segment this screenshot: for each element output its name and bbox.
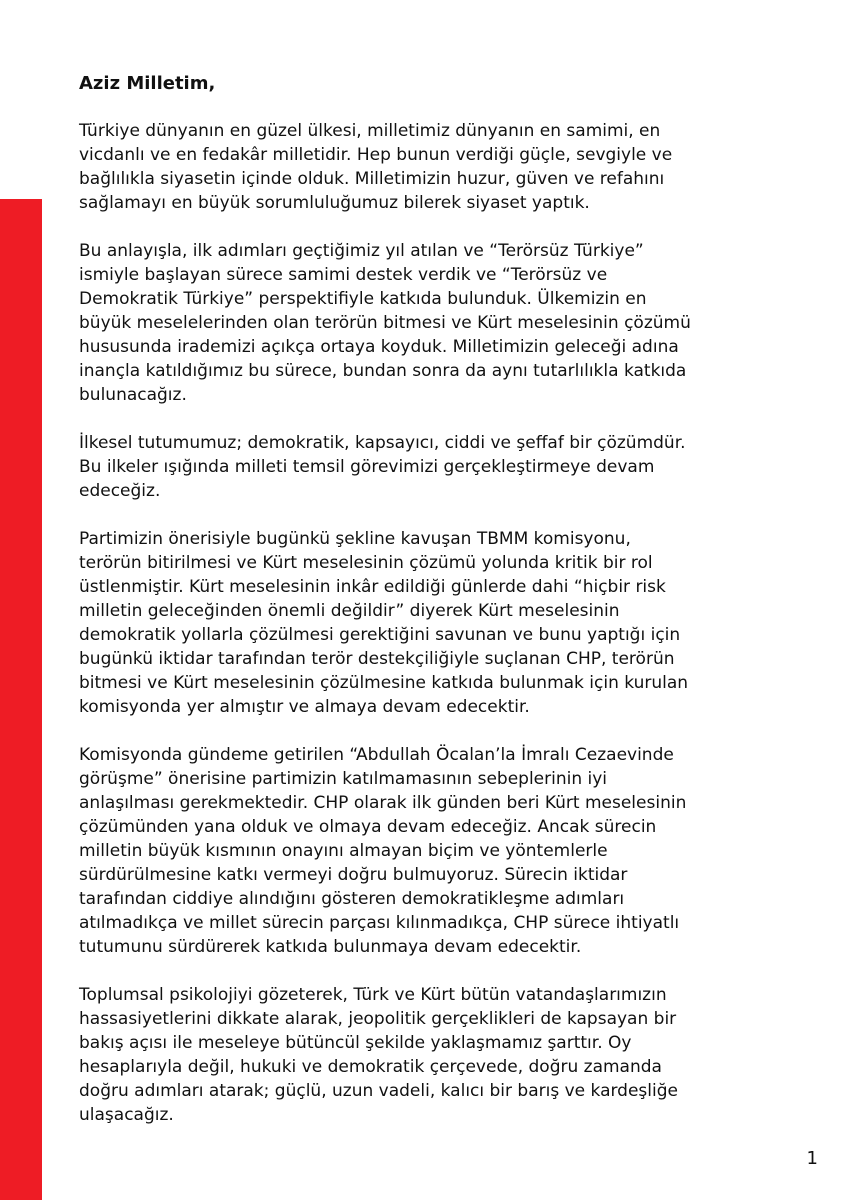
red-accent-bar <box>0 199 42 1200</box>
paragraph-4: Partimizin önerisiyle bugünkü şekline kavuşan TBMM komisyonu, terörün bitirilmesi ve Kürt meselesinin çözümü yolunda kritik bir rol üstlenmiştir. Kürt meselesinin inkâr edildiği günlerde dahi “hiçbir risk milletin geleceğinden önemli değildir” diyerek Kürt meselesinin demokratik yollarla çözülmesi gerektiğini savunan ve bunu yaptığı için bugünkü iktidar tarafından terör destekçiliğiyle suçlanan CHP, terörün bitmesi ve Kürt meselesinin çözülmesine katkıda bulunmak için kurulan komisyonda yer almıştır ve almaya devam edecektir. <box>79 529 689 717</box>
paragraph-6: Toplumsal psikolojiyi gözeterek, Türk ve Kürt bütün vatandaşlarımızın hassasiyetlerini dikkate alarak, jeopolitik gerçeklikleri de kapsayan bir bakış açısı ile meseleye bütüncül şekilde yaklaşmamız şarttır. Oy hesaplarıyla değil, hukuki ve demokratik çerçevede, doğru zamanda doğru adımları atarak; güçlü, uzun vadeli, kalıcı bir barış ve kardeşliğe ulaşacağız. <box>79 985 678 1125</box>
paragraph-1: Türkiye dünyanın en güzel ülkesi, milletimiz dünyanın en samimi, en vicdanlı ve en fedakâr milletidir. Hep bunun verdiği güçle, sevgiyle ve bağlılıkla siyasetin içinde olduk. Milletimizin huzur, güven ve refahını sağlamayı en büyük sorumluluğumuz bilerek siyaset yaptık. <box>79 121 673 213</box>
page-number: 1 <box>806 1148 818 1169</box>
letter-body <box>79 72 779 1151</box>
paragraph-3: İlkesel tutumumuz; demokratik, kapsayıcı, ciddi ve şeffaf bir çözümdür. Bu ilkeler ışığında milleti temsil görevimizi gerçekleştirmeye devam edeceğiz. <box>79 433 686 501</box>
paragraph-5: Komisyonda gündeme getirilen “Abdullah Öcalan’la İmralı Cezaevinde görüşme” önerisine partimizin katılmamasının sebeplerinin iyi anlaşılması gerekmektedir. CHP olarak ilk günden beri Kürt meselesinin çözümünden yana olduk ve olmaya devam edeceğiz. Ancak sürecin milletin büyük kısmının onayını almayan biçim ve yöntemlerle sürdürülmesine katkı vermeyi doğru bulmuyoruz. Sürecin iktidar tarafından ciddiye alındığını gösteren demokratikleşme adımları atılmadıkça ve millet sürecin parçası kılınmadıkça, CHP sürece ihtiyatlı tutumunu sürdürerek katkıda bulunmaya devam edecektir. <box>79 745 687 957</box>
salutation: Aziz Milletim, <box>79 73 216 94</box>
paragraph-2: Bu anlayışla, ilk adımları geçtiğimiz yıl atılan ve “Terörsüz Türkiye” ismiyle başlayan sürece samimi destek verdik ve “Terörsüz ve Demokratik Türkiye” perspektifiyle katkıda bulunduk. Ülkemizin en büyük meselelerinden olan terörün bitmesi ve Kürt meselesinin çözümü hususunda irademizi açıkça ortaya koyduk. Milletimizin geleceği adına inançla katıldığımız bu sürece, bundan sonra da aynı tutarlılıkla katkıda bulunacağız. <box>79 241 691 405</box>
